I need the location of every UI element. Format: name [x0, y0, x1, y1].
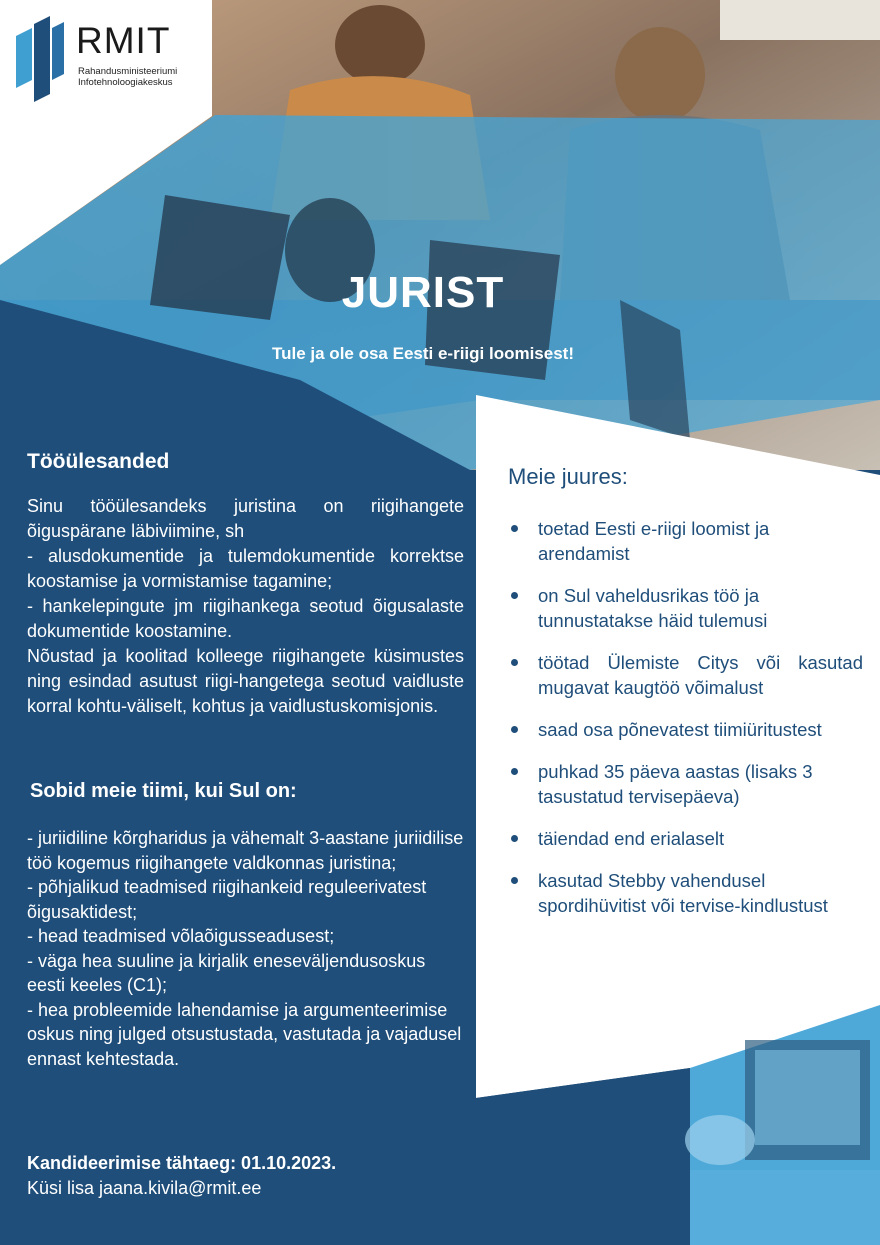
benefit-item: kasutad Stebby vahendusel spordihüvitist või tervise-kindlustust [508, 868, 863, 918]
requirement-item: - head teadmised võlaõigusseadusest; [27, 926, 335, 946]
page-title: JURIST [341, 268, 505, 317]
requirements-list [27, 826, 464, 1071]
contact-info: Küsi lisa jaana.kivila@rmit.ee [27, 1178, 262, 1198]
application-deadline: Kandideerimise tähtaeg: 01.10.2023. [27, 1153, 337, 1173]
benefit-item: puhkad 35 päeva aastas (lisaks 3 tasustatud tervisepäeva) [508, 759, 863, 809]
benefits-list [508, 516, 863, 935]
tasks-paragraph: Nõustad ja koolitad kolleege riigihangete küsimustes ning esindad asutust riigi-hangetega seotud vaidluste korral kohtu-väliselt, kohtus ja vaidlustuskomisjonis. [27, 646, 464, 716]
requirement-item: - juriidiline kõrgharidus ja vähemalt 3-aastane juriidilise töö kogemus riigihangete valdkonnas juristina; [27, 828, 464, 873]
page-subtitle: Tule ja ole osa Eesti e-riigi loomisest! [272, 344, 574, 363]
logo [0, 0, 212, 116]
bullet-icon [511, 525, 518, 532]
logo-name: RMIT [76, 20, 171, 61]
tasks-paragraph: - alusdokumentide ja tulemdokumentide korrektse koostamise ja vormistamise tagamine; [27, 546, 464, 591]
bullet-icon [511, 592, 518, 599]
benefit-item: toetad Eesti e-riigi loomist ja arendamist [508, 516, 863, 566]
tasks-paragraph: Sinu tööülesandeks juristina on riigihangete õiguspärane läbiviimine, sh [27, 496, 464, 541]
benefit-item: saad osa põnevatest tiimiüritustest [508, 717, 863, 742]
logo-subtitle: Rahandusministeeriumi Infotehnoloogiakeskus [78, 66, 178, 88]
requirements-heading: Sobid meie tiimi, kui Sul on: [30, 780, 297, 802]
requirement-item: - väga hea suuline ja kirjalik eneseväljendusoskus eesti keeles (C1); [27, 950, 426, 995]
tasks-heading: Tööülesanded [27, 450, 170, 473]
bullet-icon [511, 835, 518, 842]
tasks-text [27, 494, 464, 719]
requirement-item: - põhjalikud teadmised riigihankeid reguleerivatest õigusaktidest; [27, 877, 427, 922]
bullet-icon [511, 726, 518, 733]
rmit-logo-icon [14, 14, 66, 104]
bullet-icon [511, 659, 518, 666]
benefit-item: töötad Ülemiste Citys või kasutad mugavat kaugtöö võimalust [508, 650, 863, 700]
bullet-icon [511, 877, 518, 884]
benefits-heading: Meie juures: [508, 464, 628, 489]
benefit-item: on Sul vaheldusrikas töö ja tunnustatakse häid tulemusi [508, 583, 863, 633]
tasks-paragraph: - hankelepingute jm riigihankega seotud õigusalaste dokumentide koostamine. [27, 596, 464, 641]
requirement-item: - hea probleemide lahendamise ja argumenteerimise oskus ning julged otsustustada, vastutada ja vajadusel ennast kehtestada. [27, 999, 462, 1069]
bullet-icon [511, 768, 518, 775]
benefit-item: täiendad end erialaselt [508, 826, 863, 851]
